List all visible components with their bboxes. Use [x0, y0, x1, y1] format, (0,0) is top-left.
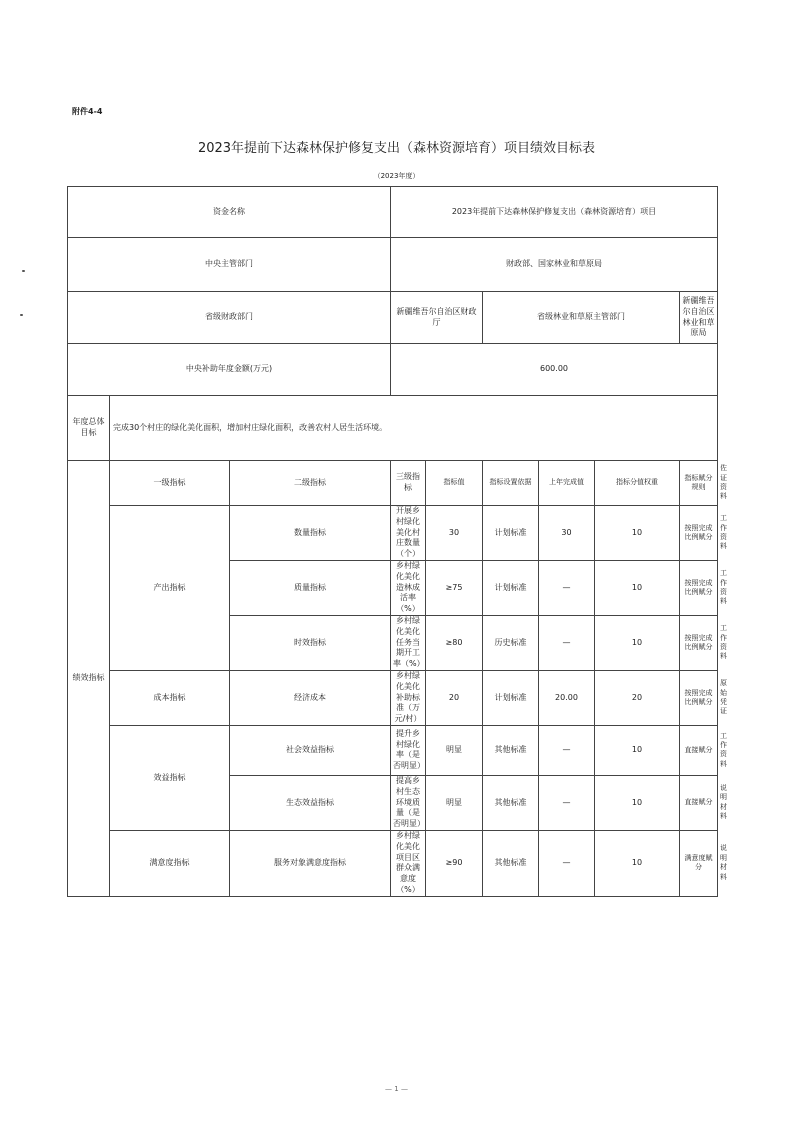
- page-number: — 1 —: [385, 1085, 408, 1093]
- level3-cell: 乡村绿化美化造林成活率（%）: [391, 560, 426, 615]
- basis-cell: 计划标准: [483, 560, 539, 615]
- fund-name-value: 2023年提前下达森林保护修复支出（森林资源培育）项目: [391, 187, 718, 238]
- page-title: 2023年提前下达森林保护修复支出（森林资源培育）项目绩效目标表: [197, 141, 596, 156]
- weight-cell: 10: [595, 506, 680, 561]
- rule-cell: 直接赋分: [680, 775, 718, 830]
- weight-cell: 10: [595, 725, 680, 775]
- header-level3: 三级指标: [391, 461, 426, 506]
- value-cell: 30: [426, 506, 483, 561]
- prov-finance-label: 省级财政部门: [68, 292, 391, 344]
- amount-value: 600.00: [391, 344, 718, 396]
- level1-output: 产出指标: [110, 506, 230, 671]
- weight-cell: 10: [595, 560, 680, 615]
- level2-cell: 经济成本: [230, 670, 391, 725]
- last-year-cell: 30: [539, 506, 595, 561]
- level3-cell: 提升乡村绿化率（是否明显）: [391, 725, 426, 775]
- level1-cost: 成本指标: [110, 670, 230, 725]
- basis-cell: 其他标准: [483, 725, 539, 775]
- level2-cell: 时效指标: [230, 615, 391, 670]
- amount-label: 中央补助年度金额(万元): [68, 344, 391, 396]
- weight-cell: 10: [595, 830, 680, 896]
- table-row: 生态效益指标 提高乡村生态环境质量（是否明显） 明显 其他标准 — 10 直接赋分 说明材料: [68, 775, 718, 830]
- level3-cell: 乡村绿化美化任务当期开工率（%）: [391, 615, 426, 670]
- rule-cell: 按照完成比例赋分: [680, 615, 718, 670]
- table-row: 效益指标 社会效益指标 提升乡村绿化率（是否明显） 明显 其他标准 — 10 直接赋分 工作资料: [68, 725, 718, 775]
- rule-cell: 按照完成比例赋分: [680, 560, 718, 615]
- level2-cell: 数量指标: [230, 506, 391, 561]
- level3-cell: 乡村绿化美化项目区群众满意度（%）: [391, 830, 426, 896]
- level2-cell: 服务对象满意度指标: [230, 830, 391, 896]
- value-cell: 明显: [426, 775, 483, 830]
- level3-cell: 开展乡村绿化美化村庄数量（个）: [391, 506, 426, 561]
- basis-cell: 历史标准: [483, 615, 539, 670]
- year-label: （2023年度）: [373, 172, 420, 180]
- table-row: 成本指标 经济成本 乡村绿化美化补助标准（万元/村） 20 计划标准 20.00 20 按照完成比例赋分 原始凭证: [68, 670, 718, 725]
- value-cell: 明显: [426, 725, 483, 775]
- basis-cell: 计划标准: [483, 506, 539, 561]
- prov-finance-value: 新疆维吾尔自治区财政厅: [391, 292, 483, 344]
- last-year-cell: —: [539, 560, 595, 615]
- last-year-cell: —: [539, 775, 595, 830]
- rule-cell: 按照完成比例赋分: [680, 670, 718, 725]
- prov-forestry-value: 新疆维吾尔自治区林业和草原局: [680, 292, 718, 344]
- level1-benefit: 效益指标: [110, 725, 230, 830]
- header-level1: 一级指标: [110, 461, 230, 506]
- header-basis: 指标设置依据: [483, 461, 539, 506]
- value-cell: 20: [426, 670, 483, 725]
- header-level2: 二级指标: [230, 461, 391, 506]
- table-row: 质量指标 乡村绿化美化造林成活率（%） ≥75 计划标准 — 10 按照完成比例赋分 工作资料: [68, 560, 718, 615]
- basis-cell: 计划标准: [483, 670, 539, 725]
- table-row: 产出指标 数量指标 开展乡村绿化美化村庄数量（个） 30 计划标准 30 10 按照完成比例赋分 工作资料: [68, 506, 718, 561]
- table-row: 时效指标 乡村绿化美化任务当期开工率（%） ≥80 历史标准 — 10 按照完成比例赋分 工作资料: [68, 615, 718, 670]
- level3-cell: 提高乡村生态环境质量（是否明显）: [391, 775, 426, 830]
- prov-forestry-label: 省级林业和草原主管部门: [483, 292, 680, 344]
- header-last-year: 上年完成值: [539, 461, 595, 506]
- performance-label: 绩效指标: [68, 461, 110, 897]
- level1-satisfaction: 满意度指标: [110, 830, 230, 896]
- performance-goal-table: 资金名称 2023年提前下达森林保护修复支出（森林资源培育）项目 中央主管部门 财政部、国家林业和草原局 省级财政部门 新疆维吾尔自治区财政厅 省级林业和草原主管部门 新疆维吾尔自治区林业和草原局 中央补助年度金额(万元) 600.00 年度总体目标 完成30个村庄的绿化美化面积，增加村庄绿化面积，改善农村人居生活环境。 绩效指标 一级指标 二级指标 三级指标 指标值 指标设置依据 上年完成值 指标分值权重 指标赋分规则 佐证资料 产出指标 数量指标 开展乡村绿化美化村庄数量（个） 30 计划标准 30 10 按照完成比例赋分 工作资料 质量指标 乡村绿化美化造林成活率（%） ≥75 计划标准 — 10 按照完成比例赋分 工作资料 时效指标 乡村绿化美化任务当期开工率（%） ≥80 历史标准 — 10 按照完成比例赋分 工作资料 成本指标 经济成本 乡村绿化美化补助标准（万元/村） 20 计划标准 20.00 20 按照完成比例赋分 原始凭证 效益指标 社会效益指标 提升乡村绿化率（是否明显） 明显 其他标准 — 10 直接赋分 工作资料 生态效益指标 提高乡村生态环境质量（是否明显） 明显 其他标准 — 10 直接赋分 说明材料 满意度指标 服务对象满意度指标 乡村绿化美化项目区群众满意度（%） ≥90 其他标准 — 10 满意度赋分 说明材料: [67, 186, 718, 897]
- header-rule: 指标赋分规则: [680, 461, 718, 506]
- value-cell: ≥80: [426, 615, 483, 670]
- rule-cell: 满意度赋分: [680, 830, 718, 896]
- table-row: 满意度指标 服务对象满意度指标 乡村绿化美化项目区群众满意度（%） ≥90 其他标准 — 10 满意度赋分 说明材料: [68, 830, 718, 896]
- weight-cell: 10: [595, 775, 680, 830]
- weight-cell: 10: [595, 615, 680, 670]
- header-weight: 指标分值权重: [595, 461, 680, 506]
- last-year-cell: —: [539, 615, 595, 670]
- scan-speck: [20, 314, 23, 316]
- basis-cell: 其他标准: [483, 830, 539, 896]
- basis-cell: 其他标准: [483, 775, 539, 830]
- central-dept-value: 财政部、国家林业和草原局: [391, 238, 718, 292]
- last-year-cell: —: [539, 830, 595, 896]
- annual-goal-value: 完成30个村庄的绿化美化面积，增加村庄绿化面积，改善农村人居生活环境。: [110, 396, 718, 461]
- attachment-label: 附件4-4: [72, 107, 103, 116]
- level3-cell: 乡村绿化美化补助标准（万元/村）: [391, 670, 426, 725]
- fund-name-label: 资金名称: [68, 187, 391, 238]
- annual-goal-label: 年度总体目标: [68, 396, 110, 461]
- rule-cell: 直接赋分: [680, 725, 718, 775]
- value-cell: ≥90: [426, 830, 483, 896]
- central-dept-label: 中央主管部门: [68, 238, 391, 292]
- level2-cell: 生态效益指标: [230, 775, 391, 830]
- rule-cell: 按照完成比例赋分: [680, 506, 718, 561]
- last-year-cell: —: [539, 725, 595, 775]
- value-cell: ≥75: [426, 560, 483, 615]
- level2-cell: 质量指标: [230, 560, 391, 615]
- last-year-cell: 20.00: [539, 670, 595, 725]
- level2-cell: 社会效益指标: [230, 725, 391, 775]
- header-value: 指标值: [426, 461, 483, 506]
- weight-cell: 20: [595, 670, 680, 725]
- scan-speck: [22, 270, 25, 272]
